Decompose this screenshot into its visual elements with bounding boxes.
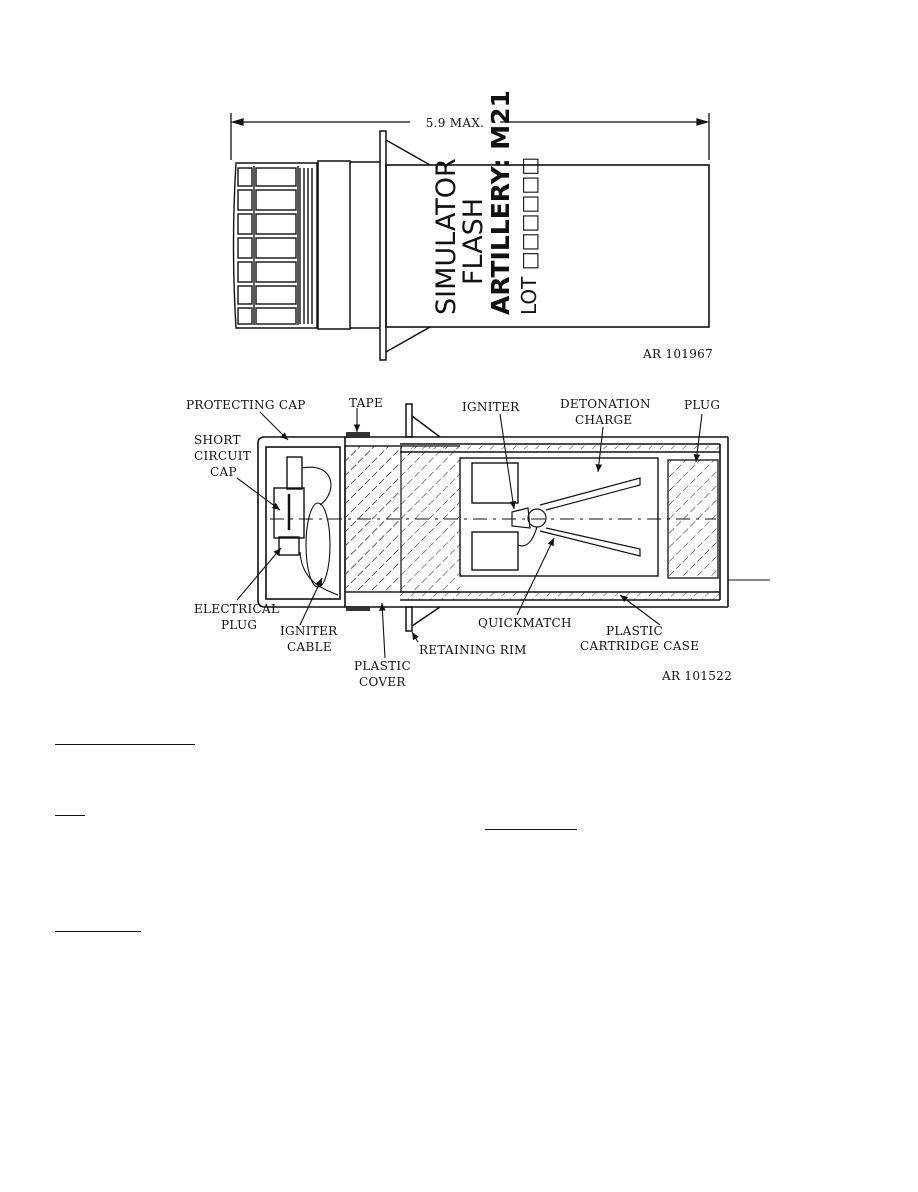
marking-line-2: FLASH	[458, 197, 489, 285]
short-circuit-cap	[274, 457, 304, 555]
protecting-cap-exterior	[234, 163, 318, 328]
label-cartridge-1: PLASTIC	[606, 624, 663, 638]
igniter-cable	[300, 467, 338, 595]
label-retaining-rim: RETAINING RIM	[419, 643, 527, 657]
top-figure	[231, 90, 713, 361]
label-plastic-cover-2: COVER	[359, 675, 406, 689]
marking-line-3: ARTILLERY: M21	[486, 90, 515, 315]
label-igniter: IGNITER	[462, 400, 520, 414]
tape	[346, 432, 370, 438]
label-plug: PLUG	[684, 398, 721, 412]
label-short-2: CIRCUIT	[194, 449, 252, 463]
label-plastic-cover-1: PLASTIC	[354, 659, 411, 673]
label-protecting-cap: PROTECTING CAP	[186, 398, 306, 412]
dimension-label: 5.9 MAX.	[425, 116, 485, 130]
label-quickmatch: QUICKMATCH	[478, 616, 572, 630]
label-cartridge-2: CARTRIDGE CASE	[580, 639, 700, 653]
label-electrical-1: ELECTRICAL	[194, 602, 280, 616]
label-detonation-2: CHARGE	[575, 413, 633, 427]
label-short-1: SHORT	[194, 433, 241, 447]
heading-underline-1	[55, 744, 195, 745]
label-short-3: CAP	[210, 465, 237, 479]
top-figure-id: AR 101967	[643, 347, 714, 361]
marking-line-1: SIMULATOR	[431, 158, 462, 315]
igniter	[512, 478, 640, 556]
heading-underline-2	[55, 815, 85, 816]
igniter-housing	[460, 458, 658, 576]
label-electrical-2: PLUG	[221, 618, 258, 632]
bottom-figure	[186, 396, 770, 689]
marking-line-4: LOT □□□□□□	[517, 156, 541, 315]
label-detonation-1: DETONATION	[560, 397, 651, 411]
label-igniter-cable-2: CABLE	[287, 640, 332, 654]
heading-underline-3	[485, 829, 577, 830]
heading-underline-4	[55, 931, 141, 932]
tape-band	[318, 161, 350, 329]
label-igniter-cable-1: IGNITER	[280, 624, 338, 638]
label-tape: TAPE	[349, 396, 384, 410]
bottom-figure-id: AR 101522	[662, 669, 733, 683]
